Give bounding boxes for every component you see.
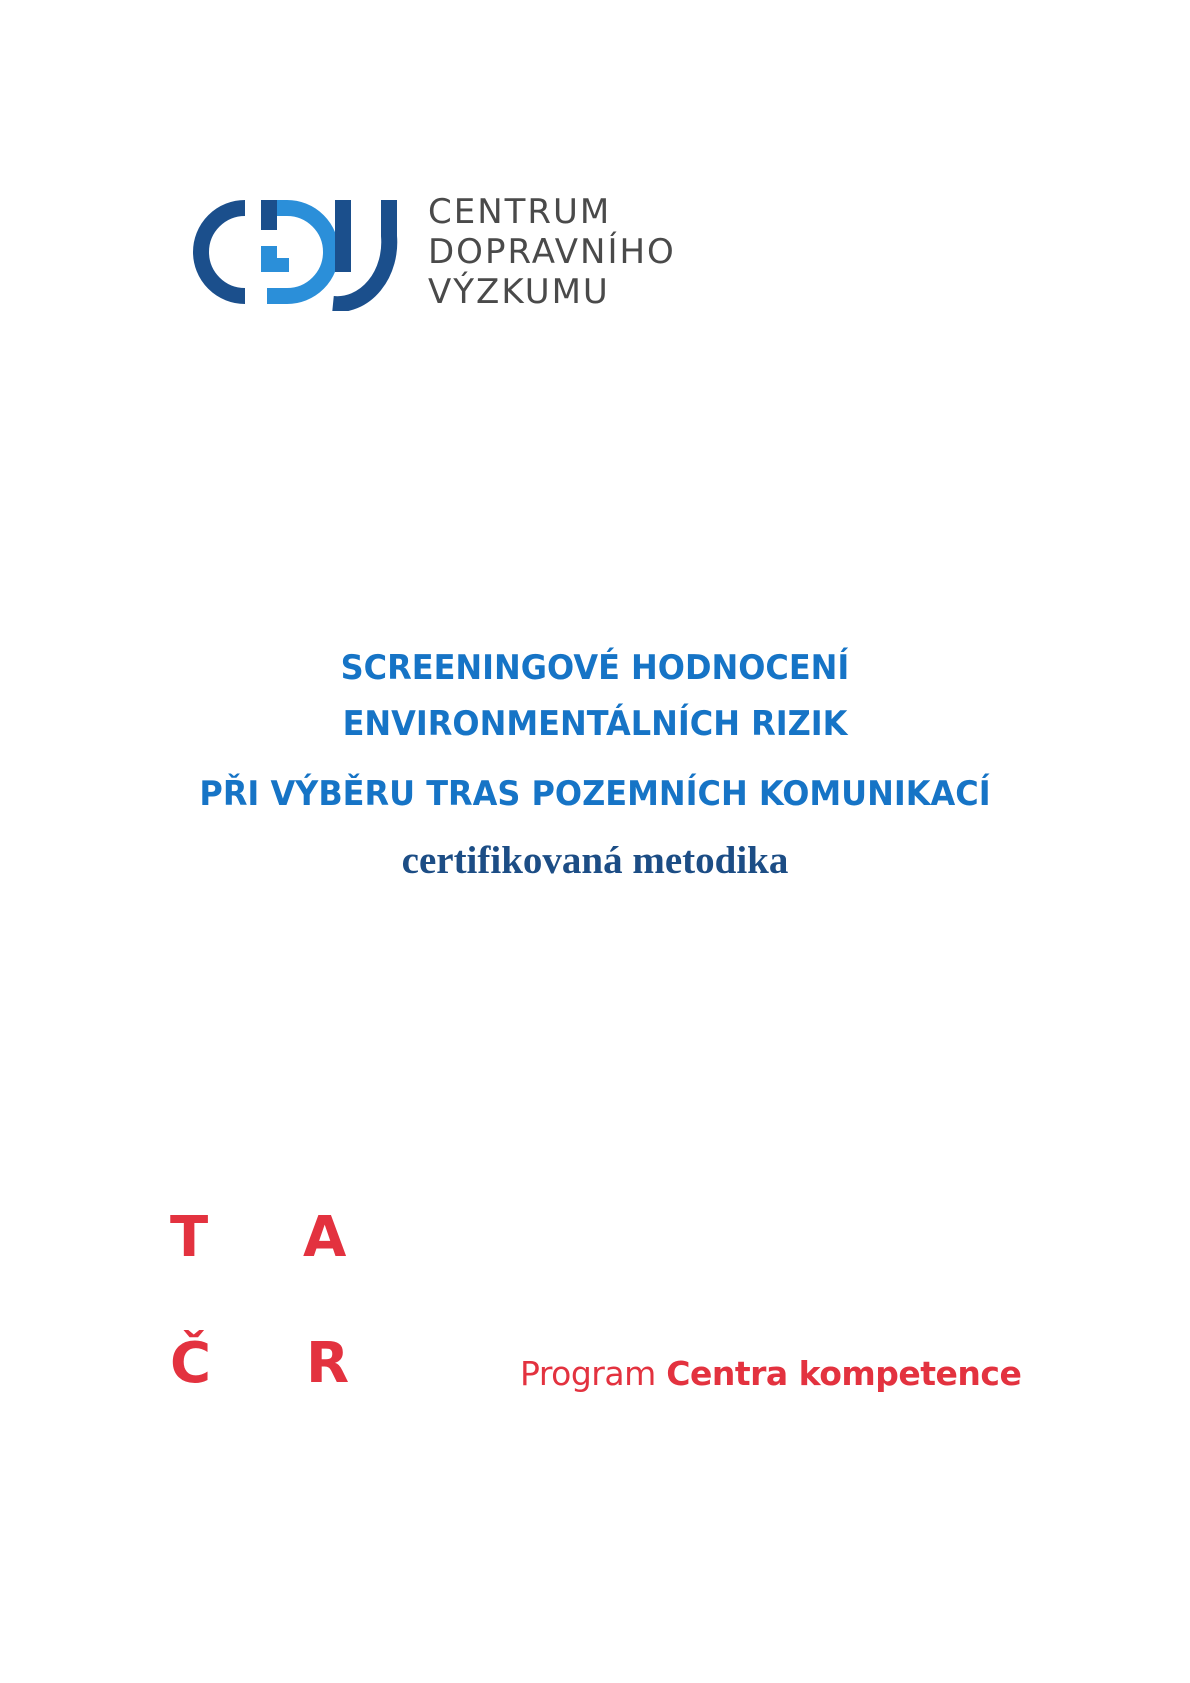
cdv-logo xyxy=(183,192,703,312)
cdv-name-line-3: VÝZKUMU xyxy=(428,272,610,312)
title-line-2: ENVIRONMENTÁLNÍCH RIZIK xyxy=(342,704,848,744)
cdv-logo-name xyxy=(428,192,676,312)
cdv-logo-mark-icon xyxy=(183,196,403,311)
tacr-logo xyxy=(166,1205,366,1408)
cdv-name-line-1: CENTRUM xyxy=(428,192,612,232)
tacr-letter-t: T xyxy=(170,1205,209,1270)
document-subtitle: certifikovaná metodika xyxy=(401,839,789,882)
program-name: Centra kompetence xyxy=(666,1354,1022,1393)
tacr-letter-c: Č xyxy=(170,1331,212,1396)
title-line-1: SCREENINGOVÉ HODNOCENÍ xyxy=(340,648,850,688)
cdv-name-line-2: DOPRAVNÍHO xyxy=(428,232,676,272)
program-prefix: Program xyxy=(520,1354,656,1393)
document-title xyxy=(0,640,1190,892)
tacr-letter-r: R xyxy=(306,1331,350,1396)
title-line-3: PŘI VÝBĚRU TRAS POZEMNÍCH KOMUNIKACÍ xyxy=(199,774,991,814)
tacr-letter-a: A xyxy=(303,1205,347,1270)
program-label xyxy=(520,1354,1021,1394)
